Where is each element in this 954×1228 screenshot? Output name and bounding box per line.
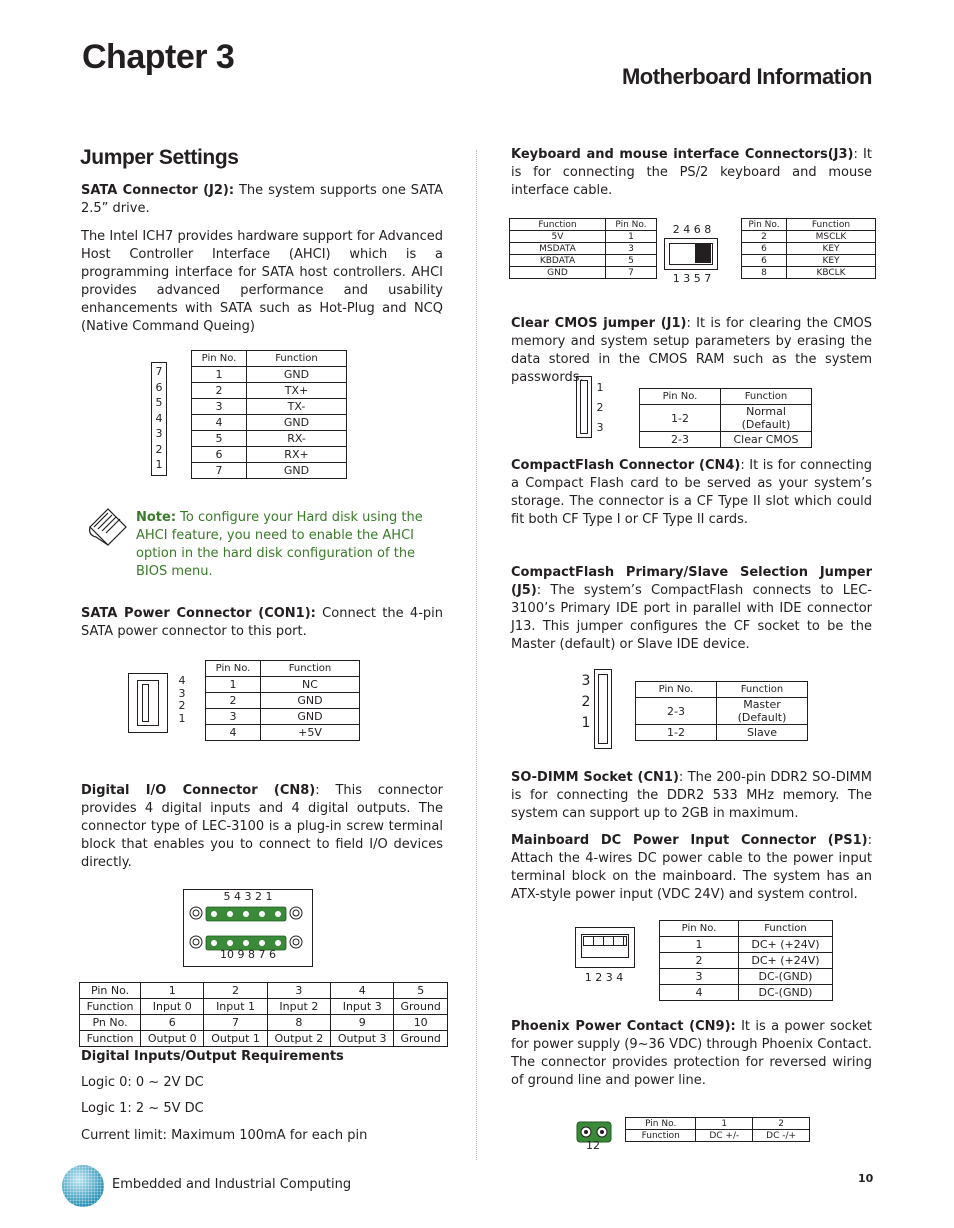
table-row: 3 DC-(GND) bbox=[660, 969, 833, 985]
table-row: 4 DC-(GND) bbox=[660, 985, 833, 1001]
section-title: Motherboard Information bbox=[621, 64, 872, 89]
note-text: Note: To configure your Hard disk using the AHCI feature, you need to enable the AHCI option in the hard disk configuration of the BIOS menu. bbox=[136, 510, 423, 579]
table-row: Pin No. 1 2 3 4 5 bbox=[80, 983, 448, 999]
dc-power-paragraph: Mainboard DC Power Input Connector (PS1): Attach the 4-wires DC power cable to the power input terminal block on the mainboard. The system has an ATX-style power input (VDC 24V) and system control. bbox=[511, 833, 872, 902]
table-row: 6 RX+ bbox=[192, 447, 347, 463]
table-row: 1 DC+ (+24V) bbox=[660, 937, 833, 953]
table-row: Pn No. 6 7 8 9 10 bbox=[80, 1015, 448, 1031]
table-row: 3 GND bbox=[206, 709, 360, 725]
sodimm-paragraph: SO-DIMM Socket (CN1): The 200-pin DDR2 SO-DIMM is for connecting the DDR2 533 MHz memory. The system can support up to 2GB in maximum. bbox=[511, 770, 872, 821]
jumper-settings-heading: Jumper Settings bbox=[80, 146, 239, 169]
kbms-paragraph: Keyboard and mouse interface Connectors(J3): It is for connecting the PS/2 keyboard and mouse interface cable. bbox=[511, 147, 872, 198]
dio-requirements-title: Digital Inputs/Output Requirements bbox=[81, 1049, 344, 1064]
dio-bottom-pins: 10 9 8 7 6 bbox=[220, 948, 276, 961]
kbms-connector-icon bbox=[664, 238, 718, 270]
phoenix-pin-numbers: 12 bbox=[586, 1139, 600, 1152]
cf-connector-paragraph: CompactFlash Connector (CN4): It is for connecting a Compact Flash card to be served as your system’s storage. The connector is a CF Type II slot which could fit both CF Type I or CF Type II cards. bbox=[511, 458, 872, 527]
table-row: 1-2 Normal (Default) bbox=[640, 405, 812, 432]
table-row: 2-3 Clear CMOS bbox=[640, 432, 812, 448]
table-row: 2 MSCLK bbox=[742, 231, 876, 243]
kbms-right-table: Pin No. Function 2 MSCLK 6 KEY 6 KEY 8 KBCLK bbox=[741, 218, 876, 279]
chapter-title: Chapter 3 bbox=[82, 38, 235, 76]
dc-power-label: Mainboard DC Power Input Connector (PS1) bbox=[511, 833, 868, 848]
table-row: 1-2 Slave bbox=[636, 725, 808, 741]
phoenix-label: Phoenix Power Contact (CN9): bbox=[511, 1019, 736, 1034]
sata-label: SATA Connector (J2): bbox=[81, 183, 235, 198]
table-row: 2 GND bbox=[206, 693, 360, 709]
cmos-pin-table: Pin No. Function 1-2 Normal (Default) 2-3 Clear CMOS bbox=[639, 388, 812, 448]
table-row: 4 GND bbox=[192, 415, 347, 431]
phoenix-pin-table bbox=[625, 1117, 810, 1142]
sata-connector-icon bbox=[151, 362, 167, 476]
kbms-label: Keyboard and mouse interface Connectors(J3) bbox=[511, 147, 854, 162]
cmos-jumper-icon bbox=[576, 376, 592, 438]
kbms-top-pins: 2 4 6 8 bbox=[672, 223, 712, 236]
table-row: 1 NC bbox=[206, 677, 360, 693]
cf-jumper-paragraph: CompactFlash Primary/Slave Selection Jumper (J5): The system’s CompactFlash connects to LEC-3100’s Primary IDE port in parallel with IDE connector J13. This jumper configures the CF socket to be the Master (default) or Slave IDE device. bbox=[511, 565, 872, 652]
dio-req-logic1: Logic 1: 2 ~ 5V DC bbox=[81, 1101, 204, 1116]
sata-pin-table: Pin No. Function 1 GND 2 TX+ 3 TX- 4 GND 5 RX- 6 RX+ 7 GND bbox=[191, 350, 347, 479]
sata-power-paragraph: SATA Power Connector (CON1): Connect the 4-pin SATA power connector to this port. bbox=[81, 606, 443, 639]
table-row: Function Input 0 Input 1 Input 2 Input 3 Ground bbox=[80, 999, 448, 1015]
cmos-label: Clear CMOS jumper (J1) bbox=[511, 316, 687, 331]
sata-pin-numbers: 7 6 5 4 3 2 1 bbox=[155, 365, 163, 471]
table-row: GND 7 bbox=[510, 267, 657, 279]
table-row: 6 KEY bbox=[742, 255, 876, 267]
cf-connector-label: CompactFlash Connector (CN4) bbox=[511, 458, 741, 473]
table-row: 5V 1 bbox=[510, 231, 657, 243]
cf-jumper-label: CompactFlash Primary/Slave Selection Jumper (J5) bbox=[511, 565, 872, 598]
cf-jumper-pin-numbers: 3 2 1 bbox=[581, 673, 591, 731]
digital-io-label: Digital I/O Connector (CN8) bbox=[81, 783, 316, 798]
table-row: 2-3 Master (Default) bbox=[636, 698, 808, 725]
dc-power-connector-icon bbox=[575, 927, 635, 968]
digital-io-connector-icon bbox=[183, 889, 313, 967]
sata-intro bbox=[81, 182, 443, 218]
table-row: 3 TX- bbox=[192, 399, 347, 415]
table-row: MSDATA 3 bbox=[510, 243, 657, 255]
table-row: Function DC +/- DC -/+ bbox=[626, 1130, 810, 1142]
table-row: 5 RX- bbox=[192, 431, 347, 447]
table-row: 2 TX+ bbox=[192, 383, 347, 399]
sata-power-pin-table: Pin No. Function 1 NC 2 GND 3 GND 4 +5V bbox=[205, 660, 360, 741]
note-icon bbox=[86, 505, 130, 547]
table-row: 1 GND bbox=[192, 367, 347, 383]
table-row: 7 GND bbox=[192, 463, 347, 479]
sata-power-connector-icon bbox=[128, 673, 168, 733]
footer-company-tagline: Embedded and Industrial Computing bbox=[112, 1177, 352, 1192]
sata-power-pin-numbers: 4 3 2 1 bbox=[178, 674, 186, 725]
kbms-left-table: Function Pin No. 5V 1 MSDATA 3 KBDATA 5 GND 7 bbox=[509, 218, 657, 279]
table-row: 8 KBCLK bbox=[742, 267, 876, 279]
table-row: 2 DC+ (+24V) bbox=[660, 953, 833, 969]
dc-power-pin-table: Pin No. Function 1 DC+ (+24V) 2 DC+ (+24V) 3 DC-(GND) 4 DC-(GND) bbox=[659, 920, 833, 1001]
dio-top-pins: 5 4 3 2 1 bbox=[223, 890, 273, 903]
digital-io-pin-table bbox=[79, 982, 448, 1047]
sata-text: The system supports one SATA 2.5” drive. bbox=[81, 183, 443, 216]
cf-jumper-pin-table: Pin No. Function 2-3 Master (Default) 1-2 Slave bbox=[635, 681, 808, 741]
table-row: Pin No. 1 2 bbox=[626, 1118, 810, 1130]
dc-power-pin-numbers: 1 2 3 4 bbox=[584, 971, 624, 984]
kbms-bottom-pins: 1 3 5 7 bbox=[672, 272, 712, 285]
sodimm-label: SO-DIMM Socket (CN1) bbox=[511, 770, 679, 785]
dio-req-current: Current limit: Maximum 100mA for each pin bbox=[81, 1128, 368, 1143]
cmos-paragraph: Clear CMOS jumper (J1): It is for clearing the CMOS memory and system setup parameters by erasing the data stored in the CMOS RAM such as the system passwords. bbox=[511, 316, 872, 385]
table-row: 4 +5V bbox=[206, 725, 360, 741]
cf-jumper-icon bbox=[594, 669, 612, 749]
table-row: 6 KEY bbox=[742, 243, 876, 255]
dio-req-logic0: Logic 0: 0 ~ 2V DC bbox=[81, 1075, 204, 1090]
note-label: Note: bbox=[136, 510, 177, 525]
cmos-pin-numbers: 1 2 3 bbox=[596, 381, 604, 434]
phoenix-paragraph: Phoenix Power Contact (CN9): It is a power socket for power supply (9~36 VDC) through Phoenix Contact. The connector provides protection for reversed wiring of ground line and power line. bbox=[511, 1019, 872, 1088]
digital-io-paragraph: Digital I/O Connector (CN8): This connector provides 4 digital inputs and 4 digital outputs. The connector type of LEC-3100 is a plug-in screw terminal block that enables you to connect to field I/O devices directly. bbox=[81, 783, 443, 870]
sata-power-label: SATA Power Connector (CON1): bbox=[81, 606, 316, 621]
table-row: KBDATA 5 bbox=[510, 255, 657, 267]
sata-ahci-paragraph: The Intel ICH7 provides hardware support for Advanced Host Controller Interface (AHCI) which is a programming interface for SATA host controllers. AHCI provides advanced performance and usability enhancements with SATA such as Hot-Plug and NCQ (Native Command Queing) bbox=[81, 229, 443, 334]
page-number: 10 bbox=[858, 1172, 874, 1185]
table-row: Function Output 0 Output 1 Output 2 Output 3 Ground bbox=[80, 1031, 448, 1047]
company-globe-logo bbox=[60, 1163, 106, 1209]
column-divider bbox=[476, 150, 477, 1160]
